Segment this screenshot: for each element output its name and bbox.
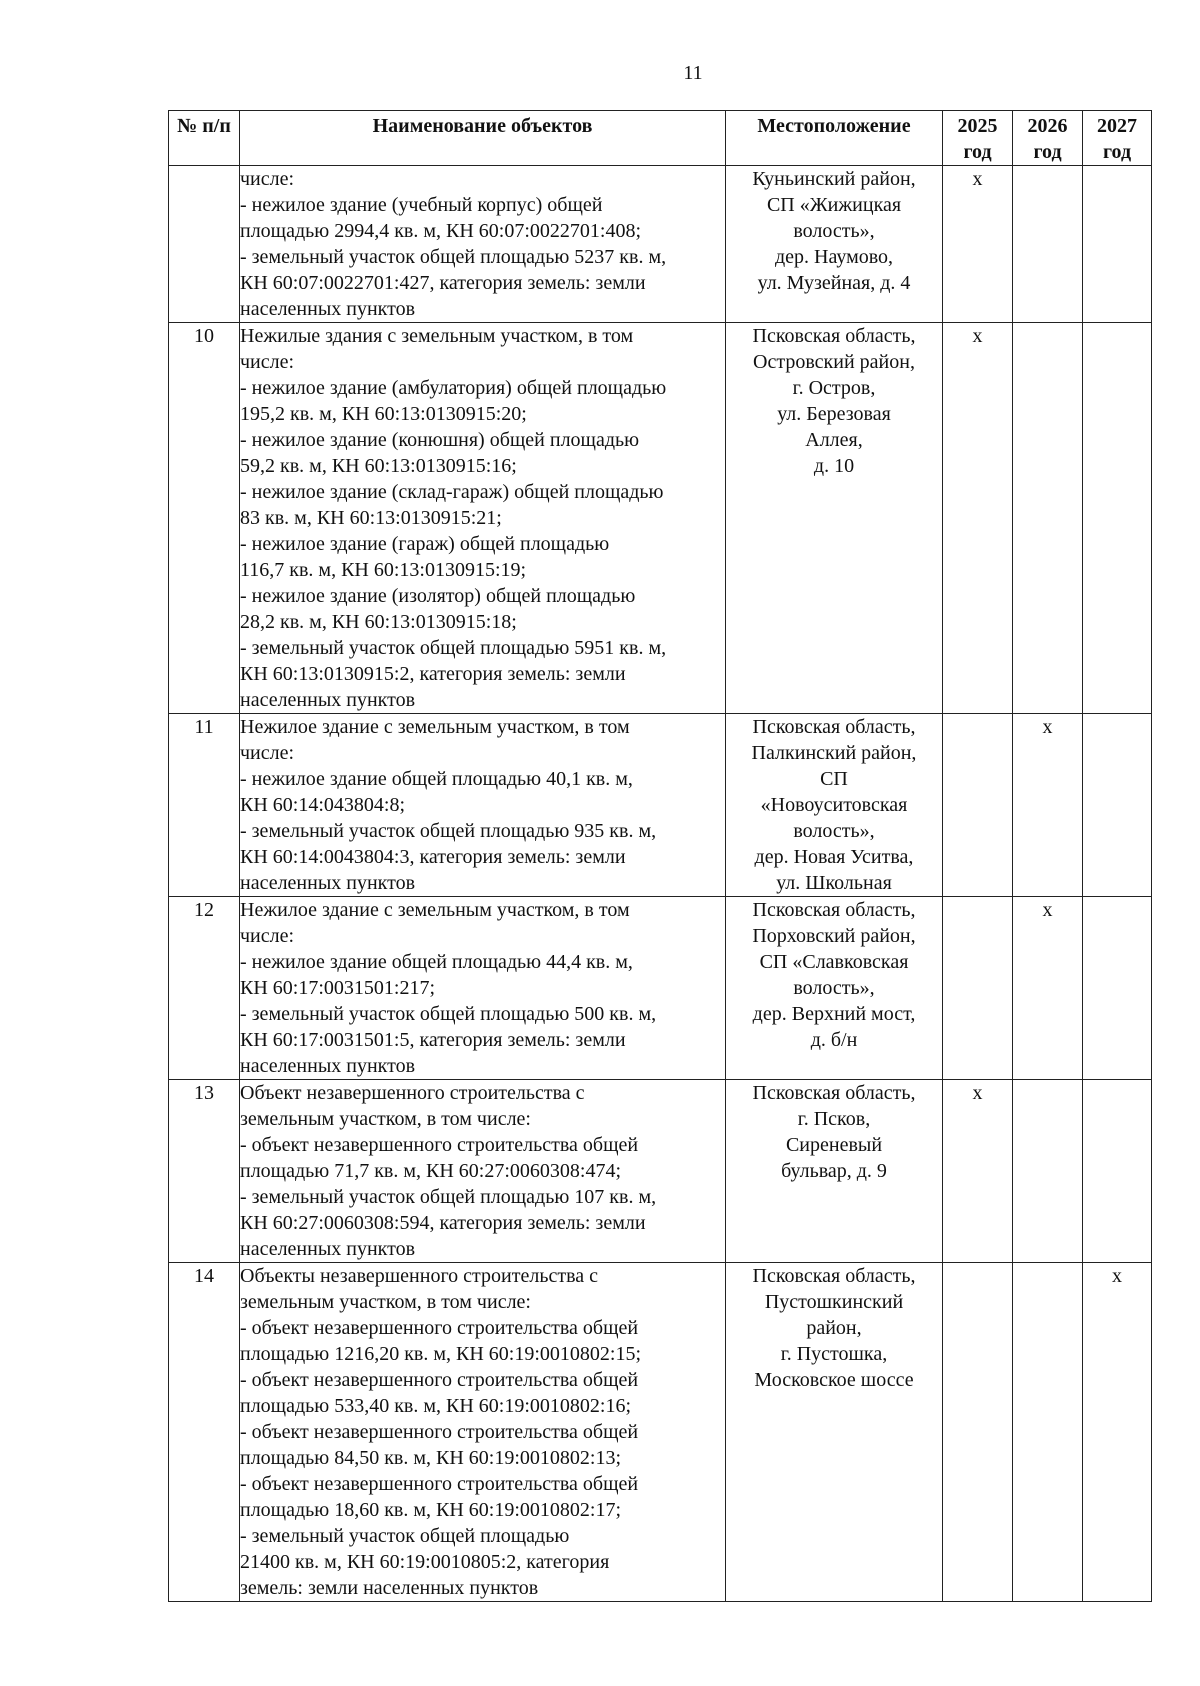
object-location-line: ул. Музейная, д. 4 <box>757 272 911 294</box>
object-location-line: СП «Славковская <box>759 951 909 973</box>
object-location-line: д. б/н <box>810 1029 858 1051</box>
header-2026: 2026 год <box>1013 111 1083 166</box>
header-row <box>169 111 1152 166</box>
row-number: 11 <box>169 714 240 897</box>
object-name-line: - земельный участок общей площадью 500 кв. м, <box>240 1003 657 1025</box>
object-location-line: Псковская область, <box>752 325 916 347</box>
object-name-line: площадью 71,7 кв. м, КН 60:27:0060308:474; <box>240 1160 622 1182</box>
object-name-line: - земельный участок общей площадью 5951 кв. м, <box>240 637 667 659</box>
object-location-line: бульвар, д. 9 <box>781 1160 887 1182</box>
object-name-line: Нежилые здания с земельным участком, в том <box>240 325 634 347</box>
object-name-line: КН 60:14:043804:8; <box>240 794 406 816</box>
object-location-line: ул. Березовая <box>777 403 891 425</box>
object-location-line: Псковская область, <box>752 716 916 738</box>
row-number: 14 <box>169 1263 240 1602</box>
object-location-line: дер. Верхний мост, <box>752 1003 916 1025</box>
object-name-line: Нежилое здание с земельным участком, в том <box>240 716 630 738</box>
mark-2027: x <box>1083 1263 1152 1602</box>
object-name-line: населенных пунктов <box>240 1055 416 1077</box>
object-name-line: КН 60:14:0043804:3, категория земель: земли <box>240 846 626 868</box>
row-number: 13 <box>169 1080 240 1263</box>
object-name-line: - земельный участок общей площадью <box>240 1525 570 1547</box>
object-name-line: - объект незавершенного строительства общей <box>240 1421 639 1443</box>
header-2027: 2027 год <box>1083 111 1152 166</box>
mark-2026: x <box>1013 897 1083 1080</box>
mark-2025 <box>943 1263 1013 1602</box>
row-number: 12 <box>169 897 240 1080</box>
table-row <box>169 166 1152 323</box>
object-location <box>726 897 943 1080</box>
object-name-line: - нежилое здание (изолятор) общей площадью <box>240 585 636 607</box>
mark-2025 <box>943 714 1013 897</box>
object-name-line: - нежилое здание общей площадью 40,1 кв. м, <box>240 768 633 790</box>
object-name-line: - объект незавершенного строительства общей <box>240 1473 639 1495</box>
table-row <box>169 323 1152 714</box>
object-location-line: Сиреневый <box>785 1134 883 1156</box>
object-name-line: - нежилое здание (склад-гараж) общей площадью <box>240 481 664 503</box>
object-name-line: земель: земли населенных пунктов <box>240 1577 539 1599</box>
mark-2027 <box>1083 714 1152 897</box>
object-location-line: дер. Наумово, <box>774 246 894 268</box>
object-location-line: Куньинский район, <box>752 168 916 190</box>
object-name <box>240 897 726 1080</box>
object-location-line: г. Псков, <box>797 1108 871 1130</box>
object-name-line: земельным участком, в том числе: <box>240 1291 531 1313</box>
object-name-line: числе: <box>240 742 295 764</box>
object-name-line: КН 60:17:0031501:217; <box>240 977 436 999</box>
object-location-line: Псковская область, <box>752 899 916 921</box>
mark-2025 <box>943 897 1013 1080</box>
object-name <box>240 1080 726 1263</box>
object-name-line: числе: <box>240 925 295 947</box>
object-name-line: земельным участком, в том числе: <box>240 1108 531 1130</box>
object-name <box>240 1263 726 1602</box>
object-name-line: Нежилое здание с земельным участком, в том <box>240 899 630 921</box>
object-name-line: населенных пунктов <box>240 689 416 711</box>
object-location-line: Псковская область, <box>752 1265 916 1287</box>
object-name-line: числе: <box>240 351 295 373</box>
object-name-line: площадью 2994,4 кв. м, КН 60:07:0022701:408; <box>240 220 642 242</box>
mark-2027 <box>1083 323 1152 714</box>
object-name-line: - нежилое здание общей площадью 44,4 кв. м, <box>240 951 633 973</box>
mark-2025: x <box>943 1080 1013 1263</box>
object-name-line: населенных пунктов <box>240 872 416 894</box>
object-name <box>240 323 726 714</box>
object-name-line: Объекты незавершенного строительства с <box>240 1265 598 1287</box>
mark-2026 <box>1013 323 1083 714</box>
object-location-line: «Новоуситовская <box>760 794 908 816</box>
header-num: № п/п <box>169 111 240 166</box>
object-location-line: волость», <box>793 220 875 242</box>
object-location-line: Порховский район, <box>752 925 916 947</box>
object-name-line: площадью 84,50 кв. м, КН 60:19:0010802:13; <box>240 1447 622 1469</box>
object-location <box>726 714 943 897</box>
mark-2025: x <box>943 323 1013 714</box>
object-name-line: населенных пунктов <box>240 298 416 320</box>
mark-2026 <box>1013 1263 1083 1602</box>
object-name-line: 195,2 кв. м, КН 60:13:0130915:20; <box>240 403 527 425</box>
object-location-line: г. Пустошка, <box>780 1343 888 1365</box>
object-location-line: Аллея, <box>805 429 863 451</box>
object-name-line: площадью 1216,20 кв. м, КН 60:19:0010802:15; <box>240 1343 642 1365</box>
object-name-line: Объект незавершенного строительства с <box>240 1082 585 1104</box>
mark-2026 <box>1013 1080 1083 1263</box>
row-number: 10 <box>169 323 240 714</box>
mark-2025: x <box>943 166 1013 323</box>
object-location-line: ул. Школьная <box>776 872 892 894</box>
object-location-line: Московское шоссе <box>754 1369 914 1391</box>
header-name: Наименование объектов <box>240 111 726 166</box>
object-location-line: д. 10 <box>813 455 855 477</box>
object-name-line: КН 60:17:0031501:5, категория земель: земли <box>240 1029 626 1051</box>
mark-2027 <box>1083 166 1152 323</box>
object-name-line: КН 60:13:0130915:2, категория земель: земли <box>240 663 626 685</box>
header-location: Местоположение <box>726 111 943 166</box>
object-name-line: 28,2 кв. м, КН 60:13:0130915:18; <box>240 611 517 633</box>
row-number <box>169 166 240 323</box>
object-location-line: СП «Жижицкая <box>766 194 902 216</box>
table-row <box>169 897 1152 1080</box>
object-location-line: СП <box>820 768 848 790</box>
object-name <box>240 714 726 897</box>
object-name-line: - объект незавершенного строительства общей <box>240 1317 639 1339</box>
table-row <box>169 1080 1152 1263</box>
object-location-line: дер. Новая Уситва, <box>754 846 914 868</box>
object-location-line: Псковская область, <box>752 1082 916 1104</box>
mark-2027 <box>1083 1080 1152 1263</box>
table-row <box>169 714 1152 897</box>
object-name-line: - нежилое здание (учебный корпус) общей <box>240 194 603 216</box>
object-location-line: район, <box>806 1317 862 1339</box>
table-body <box>169 166 1152 1602</box>
object-location <box>726 166 943 323</box>
object-name-line: - объект незавершенного строительства общей <box>240 1134 639 1156</box>
object-name-line: числе: <box>240 168 295 190</box>
object-location-line: г. Остров, <box>792 377 876 399</box>
object-name-line: КН 60:07:0022701:427, категория земель: земли <box>240 272 646 294</box>
header-2025: 2025 год <box>943 111 1013 166</box>
object-name-line: 116,7 кв. м, КН 60:13:0130915:19; <box>240 559 527 581</box>
object-location <box>726 323 943 714</box>
object-name-line: - земельный участок общей площадью 107 кв. м, <box>240 1186 657 1208</box>
mark-2026: x <box>1013 714 1083 897</box>
object-name-line: КН 60:27:0060308:594, категория земель: земли <box>240 1212 646 1234</box>
object-name-line: - земельный участок общей площадью 935 кв. м, <box>240 820 657 842</box>
object-location-line: Палкинский район, <box>751 742 917 764</box>
mark-2027 <box>1083 897 1152 1080</box>
object-location-line: Островский район, <box>753 351 915 373</box>
page-number: 11 <box>683 62 703 84</box>
object-name-line: площадью 18,60 кв. м, КН 60:19:0010802:17; <box>240 1499 622 1521</box>
object-name-line: - земельный участок общей площадью 5237 кв. м, <box>240 246 667 268</box>
object-name-line: - нежилое здание (амбулатория) общей площадью <box>240 377 667 399</box>
object-location-line: волость», <box>793 977 875 999</box>
object-name-line: населенных пунктов <box>240 1238 416 1260</box>
object-location-line: волость», <box>793 820 875 842</box>
object-name <box>240 166 726 323</box>
object-name-line: 83 кв. м, КН 60:13:0130915:21; <box>240 507 502 529</box>
object-name-line: 59,2 кв. м, КН 60:13:0130915:16; <box>240 455 517 477</box>
object-location <box>726 1080 943 1263</box>
mark-2026 <box>1013 166 1083 323</box>
objects-table <box>168 110 1152 1602</box>
object-name-line: - нежилое здание (конюшня) общей площадью <box>240 429 640 451</box>
object-location <box>726 1263 943 1602</box>
table-row <box>169 1263 1152 1602</box>
object-name-line: - объект незавершенного строительства общей <box>240 1369 639 1391</box>
object-name-line: - нежилое здание (гараж) общей площадью <box>240 533 610 555</box>
object-location-line: Пустошкинский <box>764 1291 904 1313</box>
object-name-line: 21400 кв. м, КН 60:19:0010805:2, категория <box>240 1551 610 1573</box>
object-name-line: площадью 533,40 кв. м, КН 60:19:0010802:16; <box>240 1395 632 1417</box>
